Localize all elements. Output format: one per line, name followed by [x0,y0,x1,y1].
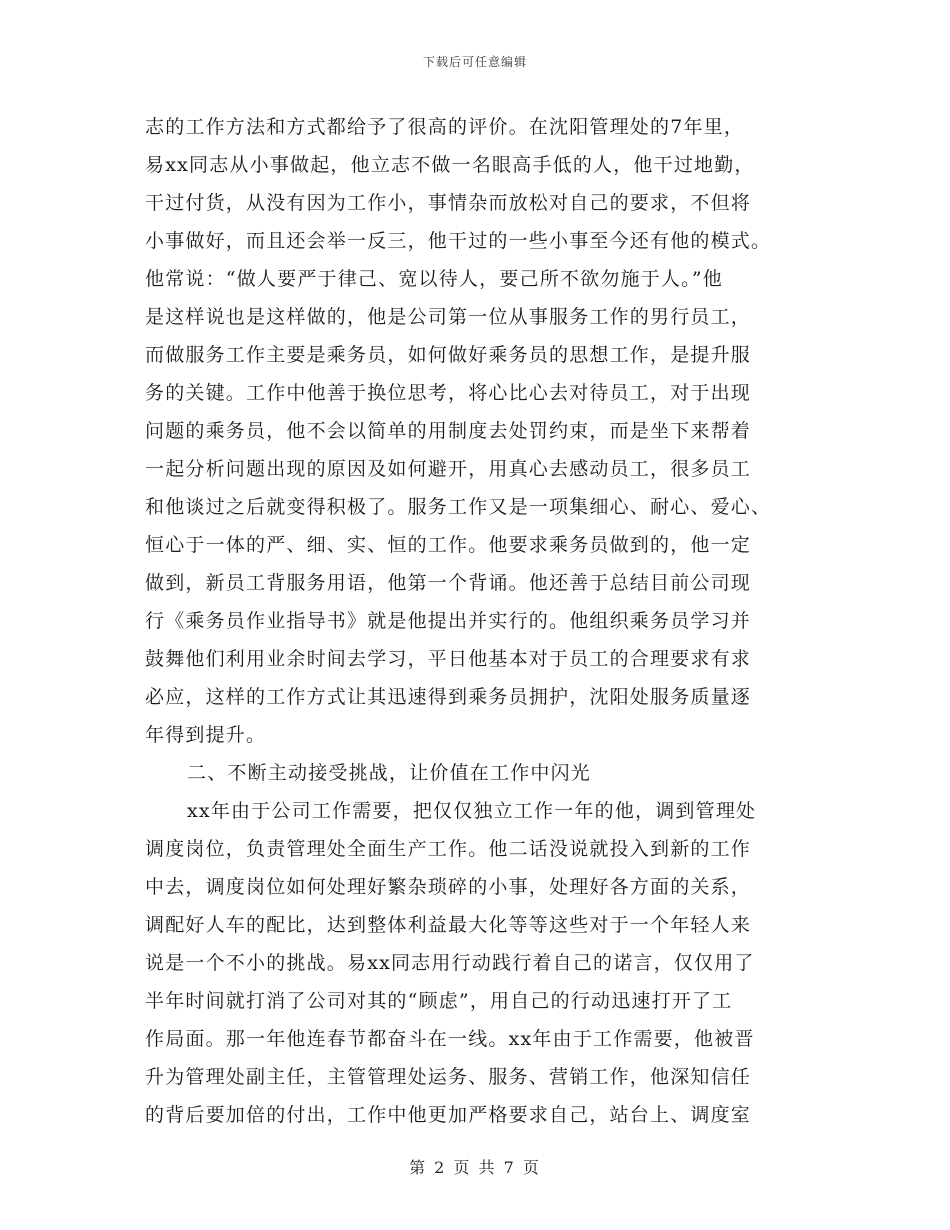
body-line-19: xx年由于公司工作需要，把仅仅独立工作一年的他，调到管理处 [187,800,757,822]
body-line-23: 说是一个不小的挑战。易xx同志用行动践行着自己的诺言，仅仅用了 [145,952,755,974]
body-line-24: 半年时间就打消了公司对其的“顾虑”，用自己的行动迅速打开了工 [145,990,733,1012]
body-line-12: 恒心于一体的严、细、实、恒的工作。他要求乘务员做到的，他一定 [145,534,752,556]
body-line-10: 一起分析问题出现的原因及如何避开，用真心去感动员工，很多员工 [145,458,752,480]
body-line-20: 调度岗位，负责管理处全面生产工作。他二话没说就投入到新的工作 [145,838,752,860]
body-line-3: 干过付货，从没有因为工作小，事情杂而放松对自己的要求，不但将 [145,192,752,214]
page-header: 下载后可任意编辑 [422,55,527,69]
body-line-5: 他常说：“做人要严于律己、宽以待人，要己所不欲勿施于人。”他 [145,268,723,290]
body-line-8: 务的关键。工作中他善于换位思考，将心比心去对待员工，对于出现 [145,382,752,404]
body-line-22: 调配好人车的配比，达到整体利益最大化等等这些对于一个年轻人来 [145,914,752,936]
body-line-2: 易xx同志从小事做起，他立志不做一名眼高手低的人，他干过地勤， [145,154,755,176]
body-line-15: 鼓舞他们利用业余时间去学习，平日他基本对于员工的合理要求有求 [145,648,752,670]
body-line-27: 的背后要加倍的付出，工作中他更加严格要求自己，站台上、调度室 [145,1104,752,1126]
body-line-25: 作局面。那一年他连春节都奋斗在一线。xx年由于工作需要，他被晋 [145,1028,755,1050]
body-line-13: 做到，新员工背服务用语，他第一个背诵。他还善于总结目前公司现 [145,572,752,594]
body-line-26: 升为管理处副主任，主管管理处运务、服务、营销工作，他深知信任 [145,1066,752,1088]
body-line-9: 问题的乘务员，他不会以简单的用制度去处罚约束，而是坐下来帮着 [145,420,752,442]
body-line-17: 年得到提升。 [145,724,267,746]
body-line-11: 和他谈过之后就变得积极了。服务工作又是一项集细心、耐心、爱心、 [145,496,772,518]
body-line-14: 行《乘务员作业指导书》就是他提出并实行的。他组织乘务员学习并 [145,610,752,632]
document-body [145,108,805,1134]
body-line-6: 是这样说也是这样做的，他是公司第一位从事服务工作的男行员工， [145,306,752,328]
body-line-4: 小事做好，而且还会举一反三，他干过的一些小事至今还有他的模式。 [145,230,772,252]
page-number: 第 2 页 共 7 页 [409,1158,541,1177]
section-heading: 二、不断主动接受挑战，让价值在工作中闪光 [187,762,592,784]
body-line-7: 而做服务工作主要是乘务员，如何做好乘务员的思想工作，是提升服 [145,344,752,366]
body-line-1: 志的工作方法和方式都给予了很高的评价。在沈阳管理处的7年里， [145,116,745,138]
body-line-16: 必应，这样的工作方式让其迅速得到乘务员拥护，沈阳处服务质量逐 [145,686,752,708]
body-line-21: 中去，调度岗位如何处理好繁杂琐碎的小事，处理好各方面的关系， [145,876,752,898]
